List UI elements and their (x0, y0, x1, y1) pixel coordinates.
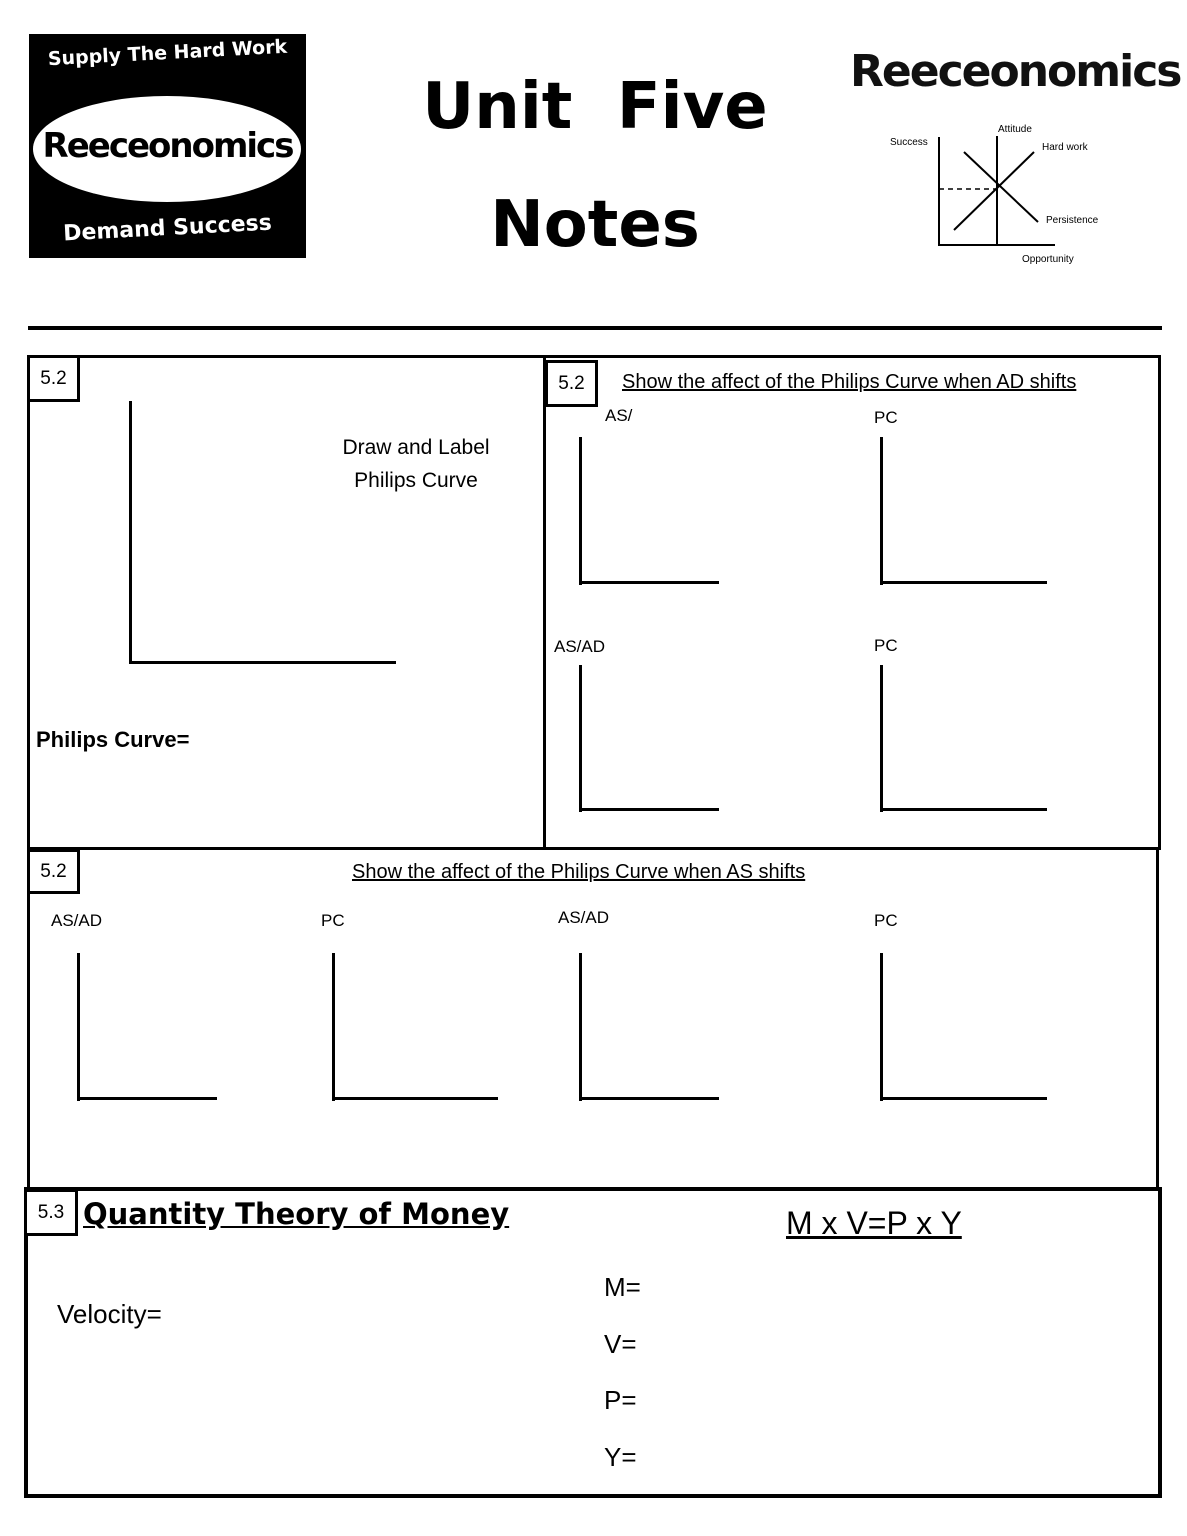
page-title-line1: Unit Five (422, 70, 768, 144)
box2-graph2-y-axis (880, 437, 883, 585)
box2-graph1-x-axis (579, 581, 719, 584)
logo-right-label-persistence: Persistence (1046, 215, 1099, 226)
box3-graph1-x-axis (77, 1097, 217, 1100)
box2-graph4-x-axis (880, 808, 1047, 811)
box3-graph3-x-axis (579, 1097, 719, 1100)
box1-y-axis (129, 401, 132, 664)
box1-definition-label: Philips Curve= (36, 727, 190, 752)
logo-right-label-opportunity: Opportunity (1022, 254, 1074, 265)
logo-left-center-text: Reeceonomics (42, 126, 293, 166)
header-divider (28, 326, 1162, 330)
box2-tag: 5.2 (545, 360, 598, 407)
box3-graph4-x-axis (880, 1097, 1047, 1100)
box2-heading: Show the affect of the Philips Curve when AD shifts (622, 371, 1077, 393)
box3-tag: 5.2 (27, 849, 80, 894)
box2-graph1-y-axis (579, 437, 582, 585)
box4-term-y: Y= (604, 1442, 637, 1472)
box1-instruction-line2: Philips Curve (354, 469, 478, 492)
logo-right-brand: Reeceonomics (850, 46, 1181, 97)
logo-left (29, 34, 306, 258)
box-ad-shift (543, 355, 1161, 850)
box-quantity-theory (24, 1187, 1162, 1498)
box3-graph4-label: PC (874, 911, 898, 930)
box2-graph4-y-axis (880, 665, 883, 812)
box2-graph2-x-axis (880, 581, 1047, 584)
box2-graph3-y-axis (579, 665, 582, 812)
box-philips-curve-draw (27, 355, 546, 850)
logo-right-label-attitude: Attitude (998, 124, 1032, 135)
logo-right-graph (850, 40, 1181, 280)
box4-term-v: V= (604, 1329, 637, 1359)
box3-graph2-x-axis (332, 1097, 498, 1100)
page-title-line2: Notes (490, 188, 700, 262)
box1-x-axis (129, 661, 396, 664)
box3-graph2-label: PC (321, 911, 345, 930)
box3-graph1-label: AS/AD (51, 911, 103, 930)
box2-graph3-x-axis (579, 808, 719, 811)
logo-left-top-text: Supply The Hard Work (47, 35, 288, 71)
box2-graph1-label: AS/ (605, 406, 633, 425)
logo-right-label-hard-work: Hard work (1042, 142, 1088, 153)
box4-term-m: M= (604, 1272, 641, 1302)
box4-heading: Quantity Theory of Money (83, 1197, 510, 1231)
box4-tag: 5.3 (24, 1189, 78, 1236)
logo-right (850, 40, 1181, 280)
logo-left-bottom-text: Demand Success (62, 210, 273, 247)
box2-graph2-label: PC (874, 408, 898, 427)
logo-right-label-success: Success (890, 137, 928, 148)
box4-equation: M x V=P x Y (786, 1205, 962, 1241)
box1-instruction-line1: Draw and Label (342, 436, 490, 459)
box3-graph1-y-axis (77, 953, 80, 1101)
box3-graph4-y-axis (880, 953, 883, 1101)
box3-heading: Show the affect of the Philips Curve when AS shifts (352, 861, 806, 883)
box3-graph3-y-axis (579, 953, 582, 1101)
box2-graph3-label: AS/AD (554, 637, 606, 656)
box3-graph3-label: AS/AD (558, 908, 610, 927)
box4-term-p: P= (604, 1385, 637, 1415)
box3-graph2-y-axis (332, 953, 335, 1101)
box2-graph4-label: PC (874, 636, 898, 655)
box4-velocity-label: Velocity= (57, 1299, 162, 1329)
box-as-shift (27, 847, 1159, 1190)
box1-tag: 5.2 (27, 355, 80, 402)
